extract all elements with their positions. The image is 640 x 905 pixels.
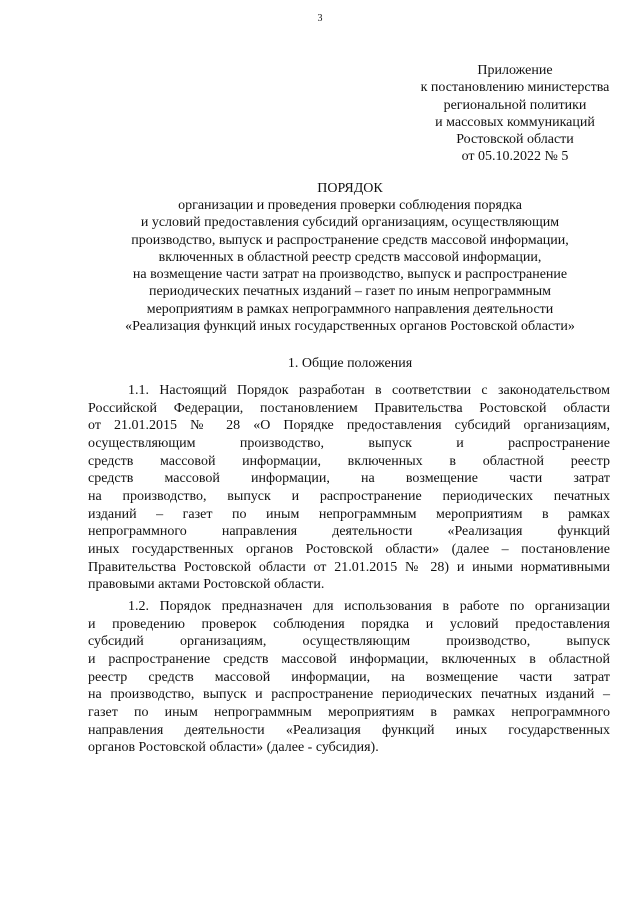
appendix-line: Приложение bbox=[477, 63, 553, 78]
paragraph-line: средств массовой информации, на возмещение части затрат bbox=[88, 471, 610, 487]
paragraph-line: осуществляющим производство, выпуск и распространение bbox=[88, 435, 610, 451]
appendix-line: и массовых коммуникаций bbox=[435, 114, 595, 130]
page-number: 3 bbox=[317, 13, 323, 24]
paragraph-line: на производство, выпуск и распространение периодических печатных bbox=[88, 488, 610, 504]
section-heading: 1. Общие положения bbox=[287, 356, 413, 371]
paragraph-1-1 bbox=[88, 382, 610, 594]
paragraph-line: на производство, выпуск и распространение периодических печатных изданий – bbox=[88, 687, 610, 703]
paragraph-line: органов Ростовской области» (далее - субсидия). bbox=[88, 740, 379, 756]
paragraph-line: субсидий организациям, осуществляющим производство, выпуск bbox=[88, 634, 610, 650]
subtitle-line: и условий предоставления субсидий организациям, осуществляющим bbox=[140, 215, 560, 231]
subtitle-line: включенных в областной реестр средств массовой информации, bbox=[158, 249, 542, 265]
appendix-line: к постановлению министерства bbox=[420, 80, 610, 96]
paragraph-line: и распространение средств массовой информации, включенных в областной bbox=[88, 651, 610, 667]
subtitle-line: организации и проведения проверки соблюдения порядка bbox=[178, 198, 522, 213]
paragraph-line: изданий – газет по иным непрограммным мероприятиям в рамках bbox=[88, 506, 610, 522]
subtitle-line: мероприятиям в рамках непрограммного направления деятельности bbox=[146, 301, 554, 317]
paragraph-line: направления деятельности «Реализация функций иных государственных bbox=[88, 722, 610, 738]
subtitle-line: производство, выпуск и распространение средств массовой информации, bbox=[131, 232, 569, 248]
paragraph-line: непрограммного направления деятельности «Реализация функций bbox=[88, 524, 610, 540]
paragraph-line: 1.1. Настоящий Порядок разработан в соответствии с законодательством bbox=[128, 383, 610, 398]
appendix-block bbox=[380, 62, 640, 166]
paragraph-line: средств массовой информации, включенных в областной реестр bbox=[88, 453, 610, 469]
paragraph-line: правовыми актами Ростовской области. bbox=[88, 577, 325, 593]
paragraph-line: реестр средств массовой информации, на возмещение части затрат bbox=[88, 669, 610, 685]
subtitle-line: на возмещение части затрат на производство, выпуск и распространение bbox=[132, 267, 568, 283]
paragraph-line: Правительства Ростовской области от 21.01.2015 № 28) и иными нормативными bbox=[88, 559, 610, 575]
paragraph-1-2 bbox=[88, 598, 610, 757]
document-title: ПОРЯДОК bbox=[317, 181, 383, 196]
subtitle-line: «Реализация функций иных государственных органов Ростовской области» bbox=[125, 319, 575, 335]
paragraph-line: и проведению проверок соблюдения порядка и условий предоставления bbox=[88, 616, 610, 632]
paragraph-line: газет по иным непрограммным мероприятиям в рамках непрограммного bbox=[88, 704, 610, 720]
appendix-line: от 05.10.2022 № 5 bbox=[461, 149, 569, 165]
paragraph-line: Российской Федерации, постановлением Правительства Ростовской области bbox=[88, 400, 610, 416]
document-subtitle bbox=[0, 197, 640, 335]
paragraph-line: 1.2. Порядок предназначен для использования в работе по организации bbox=[128, 599, 610, 614]
paragraph-line: от 21.01.2015 № 28 «О Порядке предоставления субсидий организациям, bbox=[88, 418, 610, 434]
subtitle-line: периодических печатных изданий – газет по иным непрограммным bbox=[148, 284, 552, 300]
paragraph-line: иных государственных органов Ростовской области» (далее – постановление bbox=[88, 541, 610, 557]
appendix-line: региональной политики bbox=[443, 97, 587, 113]
appendix-line: Ростовской области bbox=[456, 132, 574, 148]
